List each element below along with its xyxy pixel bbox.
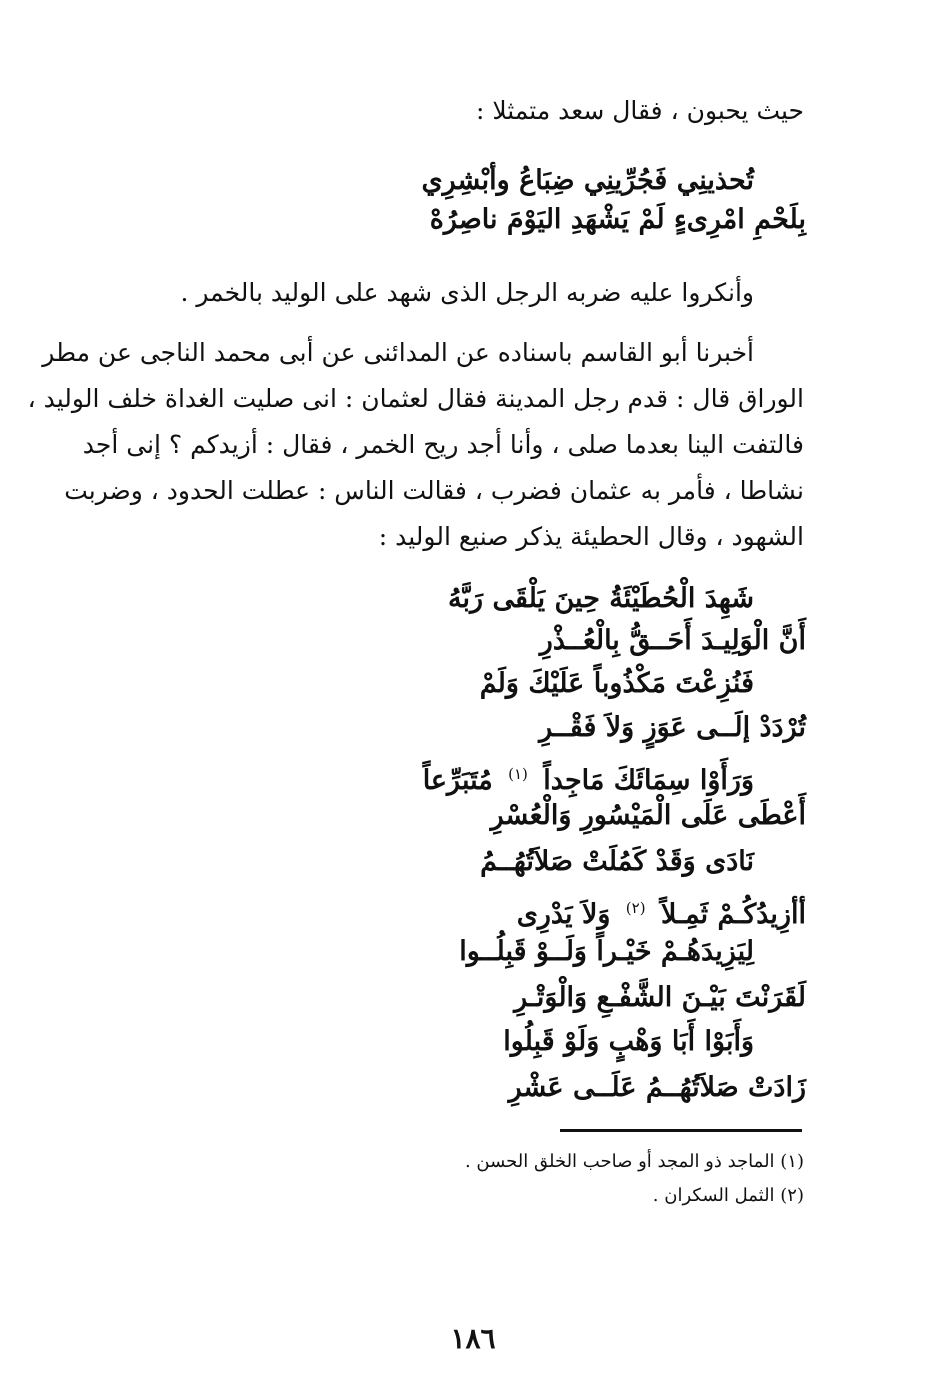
paragraph-line-1: أخبرنا أبو القاسم باسناده عن المدائنى عن أبى محمد الناجى عن مطر (42, 338, 754, 367)
poem-line-7: نَادَى وَقَدْ كَمُلَتْ صَلاَتُهُــمُ (480, 846, 754, 877)
footnote-2: (٢) الثمل السكران . (652, 1185, 804, 1206)
footnote-divider (560, 1129, 802, 1132)
paragraph-line-5: الشهود ، وقال الحطيئة يذكر صنيع الوليد : (378, 522, 804, 551)
poem-line-8 (156, 892, 806, 931)
poem-line-5 (104, 758, 754, 797)
poem-line-11: وَأَبَوْا أَبَا وَهْبٍ وَلَوْ قَبِلُوا (503, 1026, 754, 1057)
intro-line: حيث يحبون ، فقال سعد متمثلا : (476, 96, 804, 125)
first-poem-verse-1: تُحذينِي فَجُرِّينِي ضِبَاعُ وأبْشِرِي (421, 165, 754, 196)
poem-line-4: تُرْدَدْ إلَــى عَوَزٍ وَلاَ فَقْــرِ (539, 712, 806, 743)
poem-line-3: فَنُزِعْتَ مَكْذُوباً عَلَيْكَ وَلَمْ (479, 668, 754, 699)
footnote-ref-1: (١) (508, 765, 528, 783)
paragraph-line-4: نشاطا ، فأمر به عثمان فضرب ، فقالت الناس : عطلت الحدود ، وضربت (64, 476, 804, 505)
poem-line-5-text: وَرَأَوْا سِمَائَكَ مَاجِداً (543, 765, 754, 796)
poem-line-1: شَهِدَ الْحُطَيْئَةُ حِينَ يَلْقَى رَبَّهُ (448, 583, 754, 614)
poem-line-2: أَنَّ الْوَلِيـدَ أَحَــقُّ بِالْعُــذْرِ (539, 625, 806, 656)
page-number: ١٨٦ (450, 1322, 496, 1355)
paragraph-line-3: فالتفت الينا بعدما صلى ، وأنا أجد ريح الخمر ، فقال : أزيدكم ؟ إنى أجد (82, 430, 804, 459)
poem-line-8-text: أأزِيدُكُـمْ ثَمِـلاً (660, 899, 806, 930)
poem-line-12: زَادَتْ صَلاَتُهُــمُ عَلَــى عَشْرِ (508, 1072, 806, 1103)
poem-line-5-end: مُتَبَرِّعاً (422, 765, 493, 796)
poem-line-8-end: وَلاَ يَدْرِى (516, 899, 611, 930)
footnote-ref-2: (٢) (625, 899, 646, 917)
poem-line-6: أَعْطَى عَلَى الْمَيْسُورِ وَالْعُسْرِ (490, 800, 806, 831)
poem-line-9: لِيَزِيدَهُـمْ خَيْـراً وَلَــوْ قَبِلُــوا (459, 936, 754, 967)
footnote-1: (١) الماجد ذو المجد أو صاحب الخلق الحسن . (464, 1151, 804, 1172)
first-poem-verse-2: بِلَحْمِ امْرِىءٍ لَمْ يَشْهَدِ اليَوْمَ ناصِرُهْ (429, 204, 806, 235)
poem-line-10: لَقَرَنْتَ بَيْـنَ الشَّفْـعِ وَالْوَتْـرِ (514, 982, 806, 1013)
paragraph-line-2: الوراق قال : قدم رجل المدينة فقال لعثمان : انى صليت الغداة خلف الوليد ، (27, 384, 804, 413)
objection-line: وأنكروا عليه ضربه الرجل الذى شهد على الوليد بالخمر . (180, 278, 754, 307)
